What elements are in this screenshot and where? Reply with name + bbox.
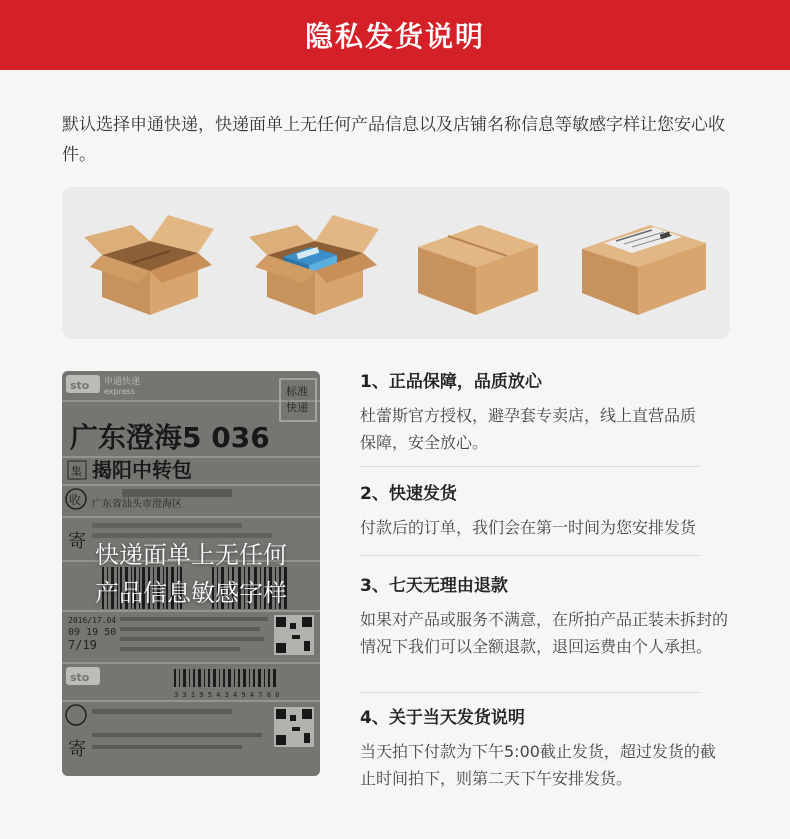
svg-text:广东澄海5 036: 广东澄海5 036 xyxy=(70,421,270,454)
svg-text:申通快递: 申通快递 xyxy=(104,377,141,387)
overlay-line-2: 产品信息敏感字样 xyxy=(95,579,287,607)
label-overlay-text xyxy=(62,536,320,612)
page-title: 隐私发货说明 xyxy=(304,20,485,53)
feature-item-1 xyxy=(360,370,728,456)
feature-item-2 xyxy=(360,482,728,541)
feature-desc: 付款后的订单，我们会在第一时间为您安排发货 xyxy=(360,518,697,537)
feature-title: 2、快速发货 xyxy=(360,484,457,504)
svg-text:express: express xyxy=(104,387,135,396)
svg-text:2016/17.04: 2016/17.04 xyxy=(68,616,117,625)
feature-item-3 xyxy=(360,574,728,660)
header-banner xyxy=(0,0,790,70)
svg-text:快递: 快递 xyxy=(286,401,308,414)
divider xyxy=(360,466,700,467)
divider xyxy=(360,692,700,693)
boxes-panel xyxy=(62,187,730,339)
svg-text:寄: 寄 xyxy=(68,739,86,760)
svg-text:7/19: 7/19 xyxy=(68,638,97,652)
divider xyxy=(360,555,700,556)
feature-item-4 xyxy=(360,706,728,792)
feature-title: 3、七天无理由退款 xyxy=(360,576,508,596)
feature-desc: 如果对产品或服务不满意，在所拍产品正装未拆封的情况下我们可以全额退款，退回运费由个人承担。 xyxy=(360,610,729,656)
svg-text:广东省汕头市澄海区: 广东省汕头市澄海区 xyxy=(92,499,182,510)
overlay-line-1: 快递面单上无任何 xyxy=(95,541,287,569)
feature-title: 1、正品保障，品质放心 xyxy=(360,372,542,392)
svg-text:寄: 寄 xyxy=(68,531,86,552)
svg-text:3 3 1 9 5 4 3 4 9 4 7 8 0: 3 3 1 9 5 4 3 4 9 4 7 8 0 xyxy=(174,691,280,699)
feature-title: 4、关于当天发货说明 xyxy=(360,708,525,728)
feature-desc: 当天拍下付款为下午5:00截止发货，超过发货的截止时间拍下，则第二天下午安排发货。 xyxy=(360,742,716,788)
svg-text:集: 集 xyxy=(71,465,82,478)
closed-box-image xyxy=(410,211,546,319)
feature-desc: 杜蕾斯官方授权，避孕套专卖店，线上直营品质保障，安全放心。 xyxy=(360,406,697,452)
open-empty-box-image xyxy=(80,207,220,319)
svg-text:揭阳中转包: 揭阳中转包 xyxy=(92,458,192,482)
intro-text: 默认选择申通快递，快递面单上无任何产品信息以及店铺名称信息等敏感字样让您安心收件。 xyxy=(62,115,725,165)
svg-text:sto: sto xyxy=(70,671,90,684)
svg-text:sto: sto xyxy=(70,379,90,392)
svg-text:标准: 标准 xyxy=(286,385,308,398)
shipping-label-image xyxy=(62,371,320,776)
closed-box-with-label-image xyxy=(574,209,714,319)
open-box-with-product-image xyxy=(245,207,385,319)
svg-text:收: 收 xyxy=(69,493,82,507)
svg-text:09 19 50: 09 19 50 xyxy=(68,627,117,638)
